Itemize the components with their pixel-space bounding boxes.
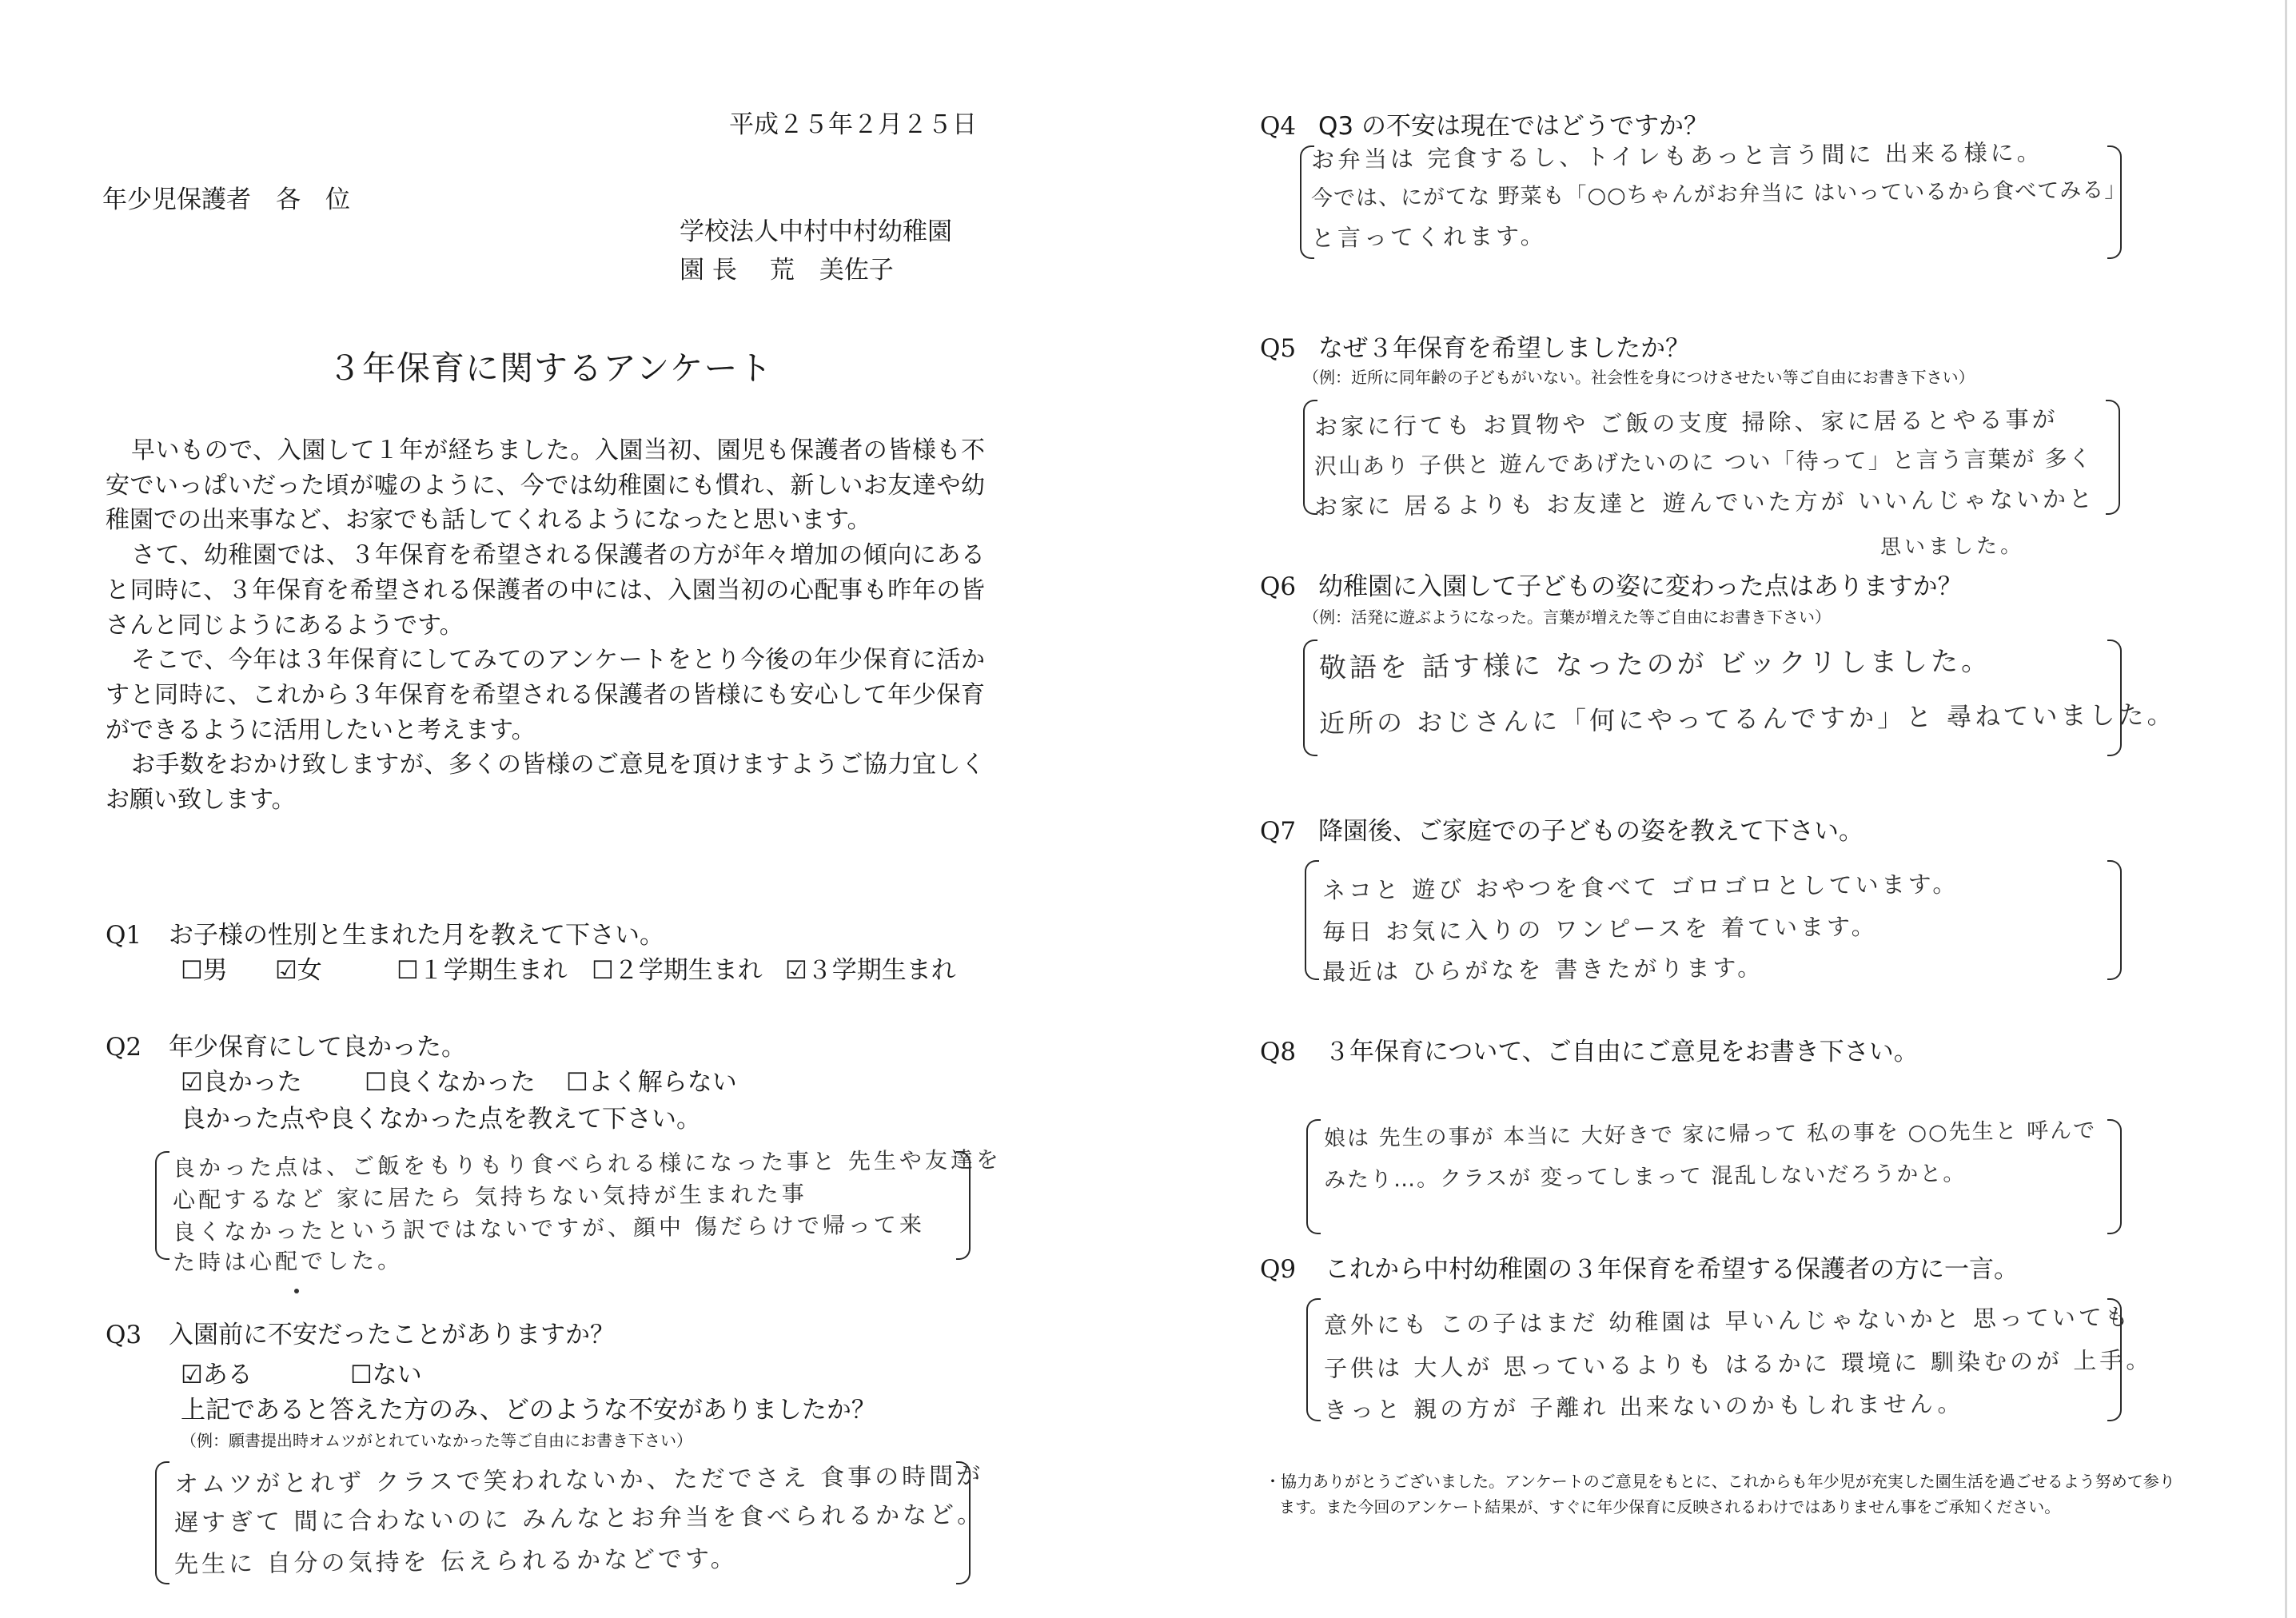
q2-option-unsure[interactable]: ☐よく解らない (566, 1068, 737, 1097)
q5-example: （例：近所に同年齢の子どもがいない。社会性を身につけさせたい等ご自由にお書き下さい） (1303, 368, 1975, 387)
q7-text: 降園後、ご家庭での子どもの姿を教えて下さい。 (1318, 817, 1864, 846)
q6-number: Q6 (1260, 572, 1297, 601)
q2-number: Q2 (106, 1033, 142, 1062)
q7-answer-line-1: ネコと 遊び おやつを食べて ゴロゴロとしています。 (1321, 870, 1959, 904)
q1-number: Q1 (106, 921, 142, 950)
intro-paragraph-1: 早いもので、入園して１年が経ちました。入園当初、園児も保護者の皆様も不安でいっぱいだった頃が嘘のように、今では幼稚園にも慣れ、新しいお友達や幼稚園での出来事など、お家でも話してくれるようになったと思います。 (106, 436, 985, 535)
date: 平成２５年２月２５日 (729, 110, 977, 139)
q8-number: Q8 (1260, 1038, 1297, 1066)
q1-question (106, 921, 664, 950)
page-title: ３年保育に関するアンケート (328, 349, 773, 388)
q3-example: （例：願書提出時オムツがとれていなかった等ご自由にお書き下さい） (181, 1431, 692, 1450)
ink-dot (294, 1289, 299, 1293)
q1-text: お子様の性別と生まれた月を教えて下さい。 (169, 921, 664, 950)
q4-answer-line-3: と言ってくれます。 (1310, 221, 1547, 252)
intro-text (106, 433, 985, 818)
intro-paragraph-4: お手数をおかけ致しますが、多くの皆様のご意見を頂けますようご協力宜しくお願い致します。 (106, 751, 985, 815)
q9-answer-line-1: 意外にも この子はまだ 幼稚園は 早いんじゃないかと 思っていても (1323, 1303, 2132, 1339)
q2-subquestion: 良かった点や良くなかった点を教えて下さい。 (181, 1105, 701, 1134)
q9-question (1260, 1255, 2019, 1285)
q5-text: なぜ３年保育を希望しましたか？ (1318, 334, 1690, 363)
recipient: 年少児保護者 各 位 (102, 185, 350, 214)
q5-answer-line-3: お家に 居るよりも お友達と 遊んでいた方が いいんじゃないかと (1313, 484, 2096, 520)
q3-answer-line-1: オムツがとれず クラスで笑われないか、ただでさえ 食事の時間が (173, 1462, 984, 1499)
q9-answer-line-2: 子供は 大人が 思っているよりも はるかに 環境に 馴染むのが 上手。 (1323, 1346, 2153, 1382)
footer-note-line-2: ます。また今回のアンケート結果が、すぐに年少保育に反映されるわけではありません事をご承知ください。 (1279, 1497, 2061, 1516)
q5-answer-line-4: 思いました。 (1879, 534, 2025, 560)
q3-number: Q3 (106, 1321, 142, 1349)
q2-option-not-good[interactable]: ☐良くなかった (365, 1068, 536, 1097)
q3-option-yes[interactable]: ☑ある (181, 1361, 253, 1389)
q6-answer-bracket-left (1303, 640, 1317, 756)
q6-question (1260, 572, 1963, 602)
q7-answer-bracket-left (1305, 860, 1319, 980)
q4-question (1260, 112, 1708, 141)
q4-answer-line-2: 今では、にがてな 野菜も「○○ちゃんがお弁当に はいっているから食べてみる」 (1310, 177, 2127, 211)
q6-answer-line-1: 敬語を 話す様に なったのが ビックリしました。 (1318, 645, 1992, 684)
q3-subquestion: 上記であると答えた方のみ、どのような不安がありましたか？ (181, 1396, 876, 1425)
intro-paragraph-2: さて、幼稚園では、３年保育を希望される保護者の方が年々増加の傾向にあると同時に、３年保育を希望される保護者の中には、入園当初の心配事も昨年の皆さんと同じようにあるようです。 (106, 541, 985, 640)
q2-answer-bracket-left (155, 1151, 169, 1260)
q2-answer-line-1: 良かった点は、ご飯をもりもり食べられる様になった事と 先生や友達を (172, 1146, 1003, 1182)
q1-option-term3[interactable]: ☑３学期生まれ (785, 956, 956, 985)
q5-answer-line-2: 沢山あり 子供と 遊んであげたいのに つい「待って」と言う言葉が 多く (1313, 444, 2093, 480)
school-name: 学校法人中村中村幼稚園 (680, 217, 952, 246)
q8-answer-line-2: みたり…。クラスが 変ってしまって 混乱しないだろうかと。 (1323, 1161, 1967, 1193)
q1-option-female[interactable]: ☑女 (275, 956, 322, 985)
scan-edge (2285, 0, 2287, 1618)
q8-text: ３年保育について、ご自由にご意見をお書き下さい。 (1325, 1038, 1919, 1066)
q3-answer-line-3: 先生に 自分の気持を 伝えられるかなどです。 (173, 1544, 738, 1579)
q3-question (106, 1321, 615, 1350)
q3-answer-bracket-left (155, 1461, 169, 1584)
intro-paragraph-3: そこで、今年は３年保育にしてみてのアンケートをとり今後の年少保育に活かすと同時に、これから３年保育を希望される保護者の皆様にも安心して年少保育ができるように活用したいと考えます。 (106, 646, 985, 744)
principal-name: 園 長 荒 美佐子 (680, 256, 894, 285)
q3-option-no[interactable]: ☐ない (350, 1361, 422, 1389)
q2-answer-line-2: 心配するなど 家に居たら 気持ちない気持が生まれた事 (172, 1180, 807, 1214)
q3-text: 入園前に不安だったことがありますか？ (169, 1321, 615, 1349)
q1-option-term1[interactable]: ☐１学期生まれ (397, 956, 568, 985)
q5-answer-line-1: お家に行ても お買物や ご飯の支度 掃除、家に居るとやる事が (1313, 405, 2059, 440)
q8-question (1260, 1038, 1919, 1067)
q7-number: Q7 (1260, 817, 1297, 846)
q7-answer-bracket-right (2107, 860, 2122, 980)
q4-text: Q3 の不安は現在ではどうですか？ (1318, 112, 1708, 141)
footer-note-line-1: ・協力ありがとうございました。アンケートのご意見をもとに、これからも年少児が充実した園生活を過ごせるよう努めて参り (1265, 1472, 2175, 1491)
q4-answer-line-1: お弁当は 完食するし、トイレもあっと言う間に 出来る様に。 (1310, 138, 2043, 173)
q5-question (1260, 334, 1690, 364)
q5-number: Q5 (1260, 334, 1297, 363)
q6-text: 幼稚園に入園して子どもの姿に変わった点はありますか？ (1318, 572, 1963, 601)
q9-answer-line-3: きっと 親の方が 子離れ 出来ないのかもしれません。 (1323, 1389, 1964, 1424)
q8-answer-line-1: 娘は 先生の事が 本当に 大好きで 家に帰って 私の事を ○○先生と 呼んで (1323, 1118, 2097, 1151)
q4-number: Q4 (1260, 112, 1297, 141)
q7-question (1260, 817, 1864, 847)
q9-answer-bracket-left (1306, 1298, 1321, 1421)
q6-example: （例：活発に遊ぶようになった。言葉が増えた等ご自由にお書き下さい） (1303, 608, 1831, 627)
q8-answer-bracket-right (2107, 1119, 2122, 1234)
q2-question (106, 1033, 466, 1062)
q6-answer-line-2: 近所の おじさんに「何にやってるんですか」と 尋ねていました。 (1318, 699, 2176, 739)
q9-number: Q9 (1260, 1255, 1297, 1284)
q2-option-good[interactable]: ☑良かった (181, 1068, 302, 1097)
q8-answer-bracket-left (1306, 1119, 1321, 1234)
q2-text: 年少保育にして良かった。 (169, 1033, 466, 1062)
q1-option-male[interactable]: ☐男 (181, 956, 228, 985)
q7-answer-line-2: 毎日 お気に入りの ワンピースを 着ています。 (1321, 912, 1878, 946)
q3-answer-line-2: 遅すぎて 間に合わないのに みんなとお弁当を食べられるかなど。 (173, 1500, 985, 1537)
q2-answer-line-3: 良くなかったという訳ではないですが、顔中 傷だらけで帰って来 (172, 1211, 926, 1245)
q2-answer-line-4: た時は心配でした。 (172, 1246, 404, 1276)
q5-answer-bracket-right (2106, 400, 2120, 515)
q7-answer-line-3: 最近は ひらがなを 書きたがります。 (1321, 954, 1764, 986)
q1-option-term2[interactable]: ☐２学期生まれ (592, 956, 763, 985)
q9-text: これから中村幼稚園の３年保育を希望する保護者の方に一言。 (1325, 1255, 2019, 1284)
